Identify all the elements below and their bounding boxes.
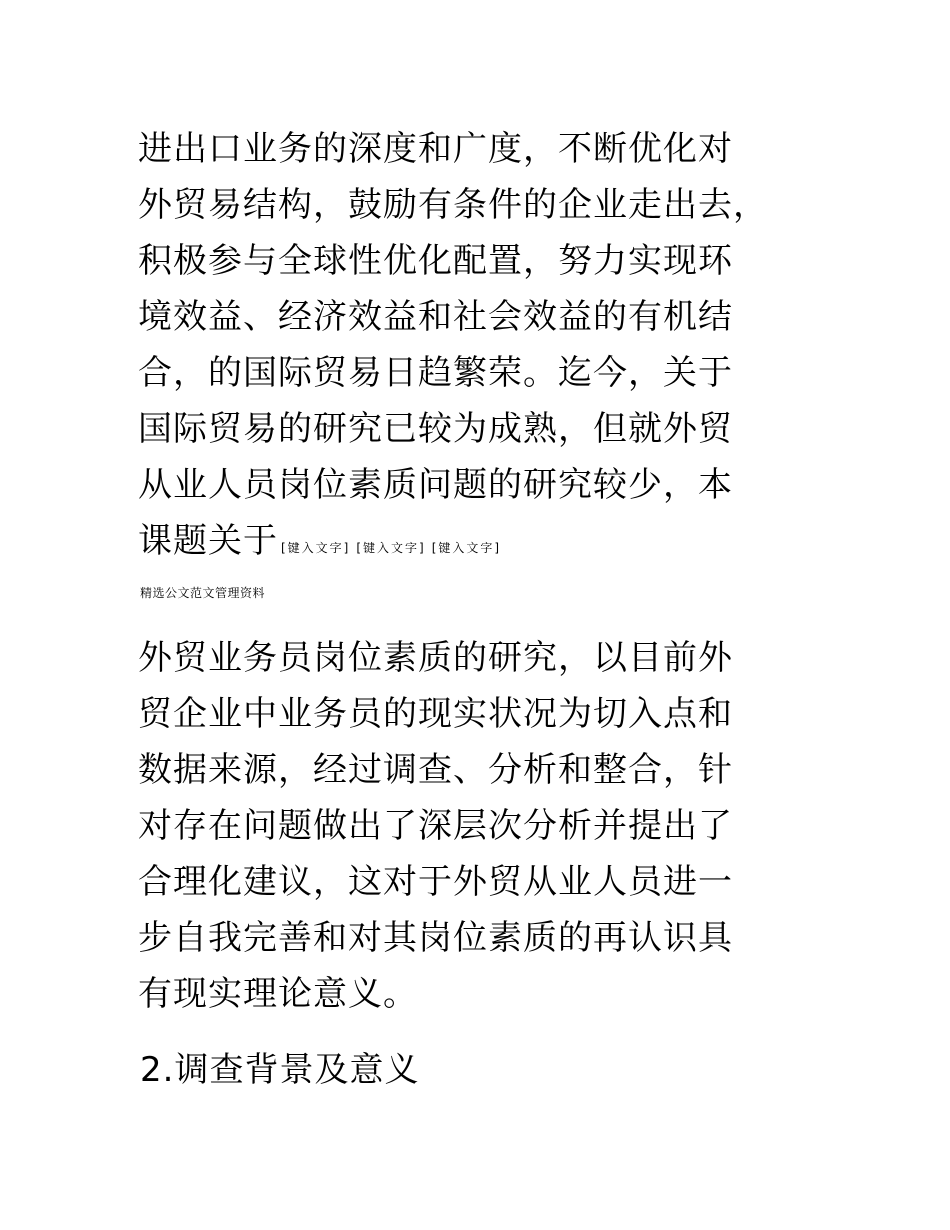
paragraph-line: 贸企业中业务员的现实状况为切入点和: [138, 694, 733, 734]
section-heading: 2.调查背景及意义: [140, 1050, 420, 1090]
paragraph-line: 合，的国际贸易日趋繁荣。迄今，关于: [138, 353, 733, 393]
paragraph-line: 从业人员岗位素质问题的研究较少，本: [138, 465, 733, 505]
paragraph-line-text: 课题关于: [138, 521, 278, 561]
placeholder-group: [281, 541, 507, 555]
paragraph-line: 国际贸易的研究已较为成熟，但就外贸: [138, 409, 733, 449]
placeholder-text-1[interactable]: [键入文字]: [281, 541, 351, 555]
placeholder-text-3[interactable]: [键入文字]: [431, 541, 502, 555]
paragraph-last-line: [138, 513, 818, 569]
paragraph-line: 积极参与全球性优化配置，努力实现环: [138, 241, 733, 281]
paragraph-line: 数据来源，经过调查、分析和整合，针: [138, 750, 733, 790]
paragraph-line: 外贸易结构，鼓励有条件的企业走出去，: [138, 185, 768, 225]
paragraph-2: [138, 630, 818, 1022]
paragraph-line: 外贸业务员岗位素质的研究，以目前外: [138, 638, 733, 678]
paragraph-line: 对存在问题做出了深层次分析并提出了: [138, 806, 733, 846]
paragraph-line: 境效益、经济效益和社会效益的有机结: [138, 297, 733, 337]
placeholder-text-2[interactable]: [键入文字]: [356, 541, 426, 555]
paragraph-line: 步自我完善和对其岗位素质的再认识具: [138, 918, 733, 958]
header-label: 精选公文范文管理资料: [140, 586, 266, 600]
paragraph-1: [138, 121, 818, 569]
paragraph-line: 进出口业务的深度和广度，不断优化对: [138, 129, 733, 169]
paragraph-line: 有现实理论意义。: [138, 974, 418, 1014]
paragraph-line: 合理化建议，这对于外贸从业人员进一: [138, 862, 733, 902]
